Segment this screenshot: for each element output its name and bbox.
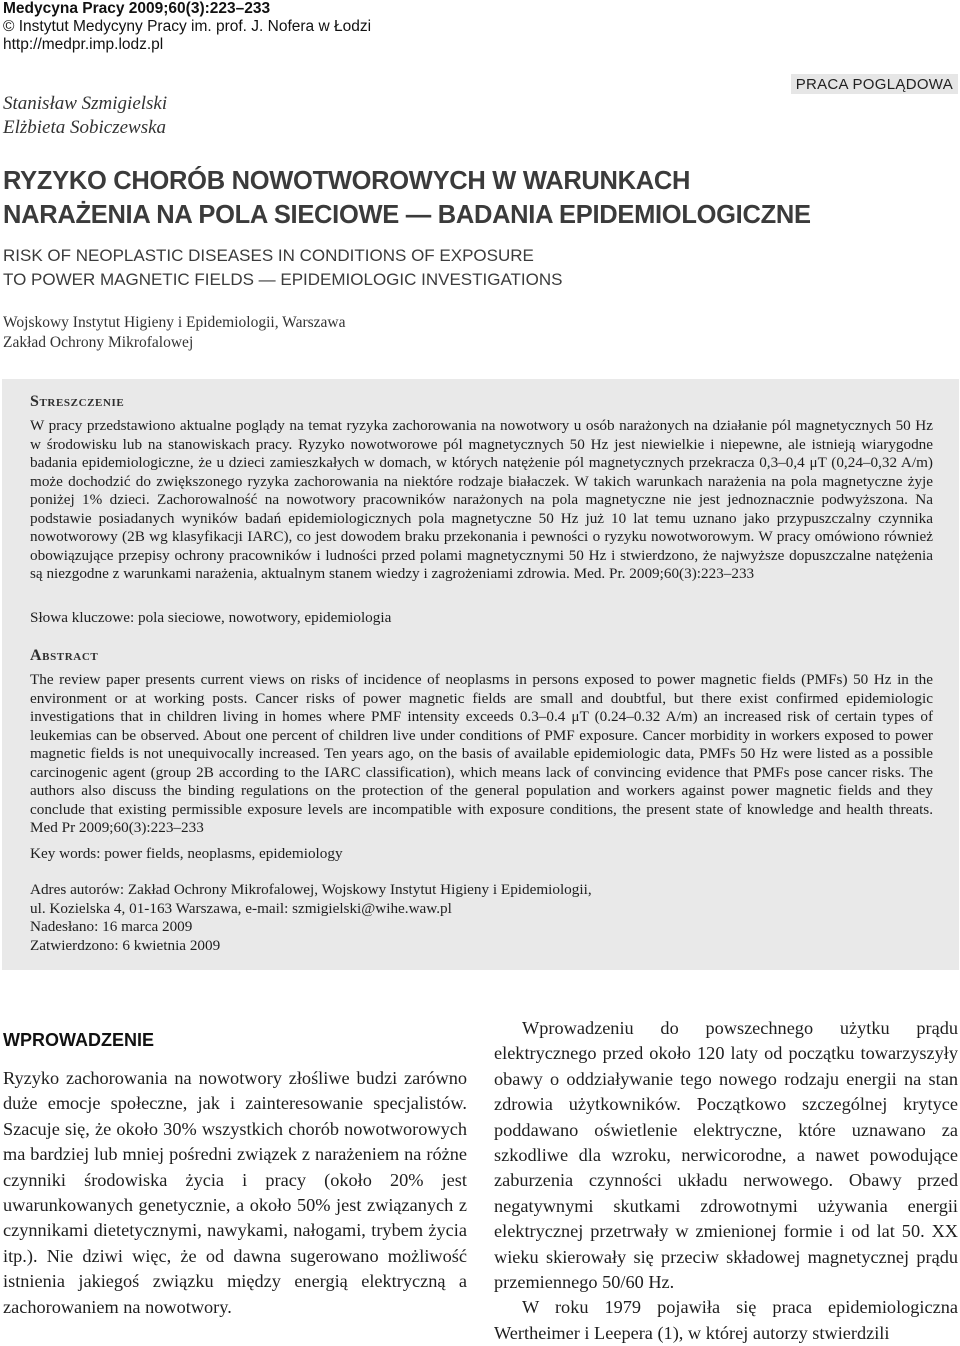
affiliation bbox=[3, 313, 345, 353]
title-english-line: TO POWER MAGNETIC FIELDS — EPIDEMIOLOGIC INVESTIGATIONS bbox=[3, 270, 563, 289]
affiliation-line: Zakład Ochrony Mikrofalowej bbox=[3, 334, 194, 351]
author-name: Stanisław Szmigielski bbox=[3, 93, 168, 114]
author-name: Elżbieta Sobiczewska bbox=[3, 117, 167, 138]
title-english bbox=[3, 244, 953, 292]
streszczenie-heading: Streszczenie bbox=[30, 393, 125, 410]
intro-paragraph: Wprowadzeniu do powszechnego użytku prądu elektrycznego przed około 120 laty od początku towarzyszyły obawy o oddziaływanie tego nowego rodzaju energii na stan zdrowia użytkowników. Początkowo szczególnej krytyce poddawano oświetlenie elektryczne, które uznawano za szkodliwe dla wzroku, nerwicorodne, a nawet powodujące zaburzenia czynności układu nerwowego. Obawy przed negatywnymi skutkami zdrowotnymi używania energii elektrycznej przetrwały w zmienionej formie i od lat 50. XX wieku skierowały się przeciw składowej magnetycznej prądu przemiennego 50/60 Hz. bbox=[494, 1018, 958, 1293]
abstract-text: The review paper presents current views on risks of incidence of neoplasms in persons exposed to power magnetic fields (PMFs) 50 Hz in the environment or at working posts. Cancer risks of power magnetic fields are small and doubtful, but there exist confirmed epidemiologic investigations that in children living in homes where PMF intensity exceeds 0.3–0.4 μT (0.24–0.32 A/m) an increased risk of certain types of leukemias can be observed. About one percent of children live under conditions of PMF exposure. Cancer morbidity in workers exposed to power magnetic fields is not unequivocally increased. Ten years ago, on the basis of available epidemiologic data, PMFs 50 Hz were listed as a possible carcinogenic agent (group 2B according to the IARC classification), which means lack of convincing evidence that PMFs pose cancer risks. The authors also discuss the binding regulations on the protection of the general population and workers against power magnetic fields and they conclude that existing permissible exposure levels are incompatible with exposure conditions, the present state of knowledge and health threats. Med Pr 2009;60(3):223–233 bbox=[30, 671, 933, 836]
intro-paragraph: W roku 1979 pojawiła się praca epidemiologiczna Wertheimer i Leepera (1), w której autorzy stwierdzili bbox=[494, 1297, 958, 1343]
authors bbox=[3, 92, 167, 140]
accepted-date: Zatwierdzono: 6 kwietnia 2009 bbox=[30, 936, 221, 954]
journal-header bbox=[3, 0, 371, 54]
journal-url[interactable]: http://medpr.imp.lodz.pl bbox=[3, 36, 164, 53]
title-english-line: RISK OF NEOPLASTIC DISEASES IN CONDITIONS OF EXPOSURE bbox=[3, 246, 534, 265]
left-column bbox=[3, 1066, 467, 1320]
intro-heading: WPROWADZENIE bbox=[3, 1030, 154, 1050]
abstract-keywords: Key words: power fields, neoplasms, epidemiology bbox=[30, 845, 343, 862]
article-type-badge: PRACA POGLĄDOWA bbox=[791, 74, 958, 94]
streszczenie-text: W pracy przedstawiono aktualne poglądy na temat ryzyka zachorowania na nowotwory u osób narażonych na działanie pól magnetycznych 50 Hz w środowisku lub na stanowiskach pracy. Ryzyko nowotworowe pól magnetycznych 50 Hz jest niewielkie i niepewne, ale istnieją wiarygodne badania epidemiologiczne, że u dzieci zamieszkałych w domach, w których natężenie pól magnetycznych przekracza 0,3–0,4 μT (0,24–0,32 A/m) może dochodzić do zwiększonego ryzyka zachorowania na niektóre rodzaje białaczek. W takich warunkach narażenia na pola magnetyczne żyje poniżej 1% dzieci. Zachorowalność na nowotwory pracowników narażonych na pola magnetyczne nie jest jednoznacznie podwyższona. Na podstawie posiadanych wyników badań epidemiologicznych pola magnetyczne 50 Hz już 10 lat temu uznano jako przypuszczalny czynnika nowotworowy (2B wg klasyfikacji IARC), co jest dowodem braku przekonania i pewności o ryzyku nowotworowym. W pracy omówiono również obowiązujące przepisy ochrony pracowników i ludności przed polami magnetycznymi 50 Hz i stwierdzono, że najwyższe dopuszczalne natężenia są niezgodne z warunkami narażenia, aktualnym stanem wiedzy i zagrożeniami zdrowia. Med. Pr. 2009;60(3):223–233 bbox=[30, 417, 933, 582]
author-address bbox=[30, 881, 592, 955]
address-line: ul. Kozielska 4, 01-163 Warszawa, e-mail: szmigielski@wihe.waw.pl bbox=[30, 899, 452, 917]
abstract-heading: Abstract bbox=[30, 647, 99, 664]
affiliation-line: Wojskowy Instytut Higieny i Epidemiologii, Warszawa bbox=[3, 314, 346, 331]
address-line: Adres autorów: Zakład Ochrony Mikrofalowej, Wojskowy Instytut Higieny i Epidemiologii, bbox=[30, 881, 592, 898]
streszczenie-keywords: Słowa kluczowe: pola sieciowe, nowotwory, epidemiologia bbox=[30, 609, 392, 626]
abstract-box bbox=[2, 379, 959, 970]
right-column bbox=[494, 1016, 958, 1346]
intro-paragraph: Ryzyko zachorowania na nowotwory złośliwe budzi zarówno duże emocje społeczne, jak i zainteresowanie specjalistów. Szacuje się, że około 30% wszystkich chorób nowotworowych ma bardziej lub mniej pośredni związek z narażeniem na różne czynniki środowiska życia i pracy (około 20% jest uwarunkowanych genetycznie, a około 50% jest związanych z czynnikami dietetycznymi, nawykami, nałogami, trybem życia itp.). Nie dziwi więc, że od dawna sugerowano możliwość istnienia jakiegoś związku między energią elektryczną a zachorowaniem na nowotwory. bbox=[3, 1068, 467, 1317]
journal-copyright: © Instytut Medycyny Pracy im. prof. J. Nofera w Łodzi bbox=[3, 18, 372, 35]
title-polish-line: RYZYKO CHORÓB NOWOTWOROWYCH W WARUNKACH bbox=[3, 167, 691, 195]
journal-title: Medycyna Pracy 2009;60(3):223–233 bbox=[3, 0, 271, 17]
title-polish bbox=[3, 164, 953, 232]
received-date: Nadesłano: 16 marca 2009 bbox=[30, 918, 193, 936]
title-polish-line: NARAŻENIA NA POLA SIECIOWE — BADANIA EPIDEMIOLOGICZNE bbox=[3, 201, 811, 229]
